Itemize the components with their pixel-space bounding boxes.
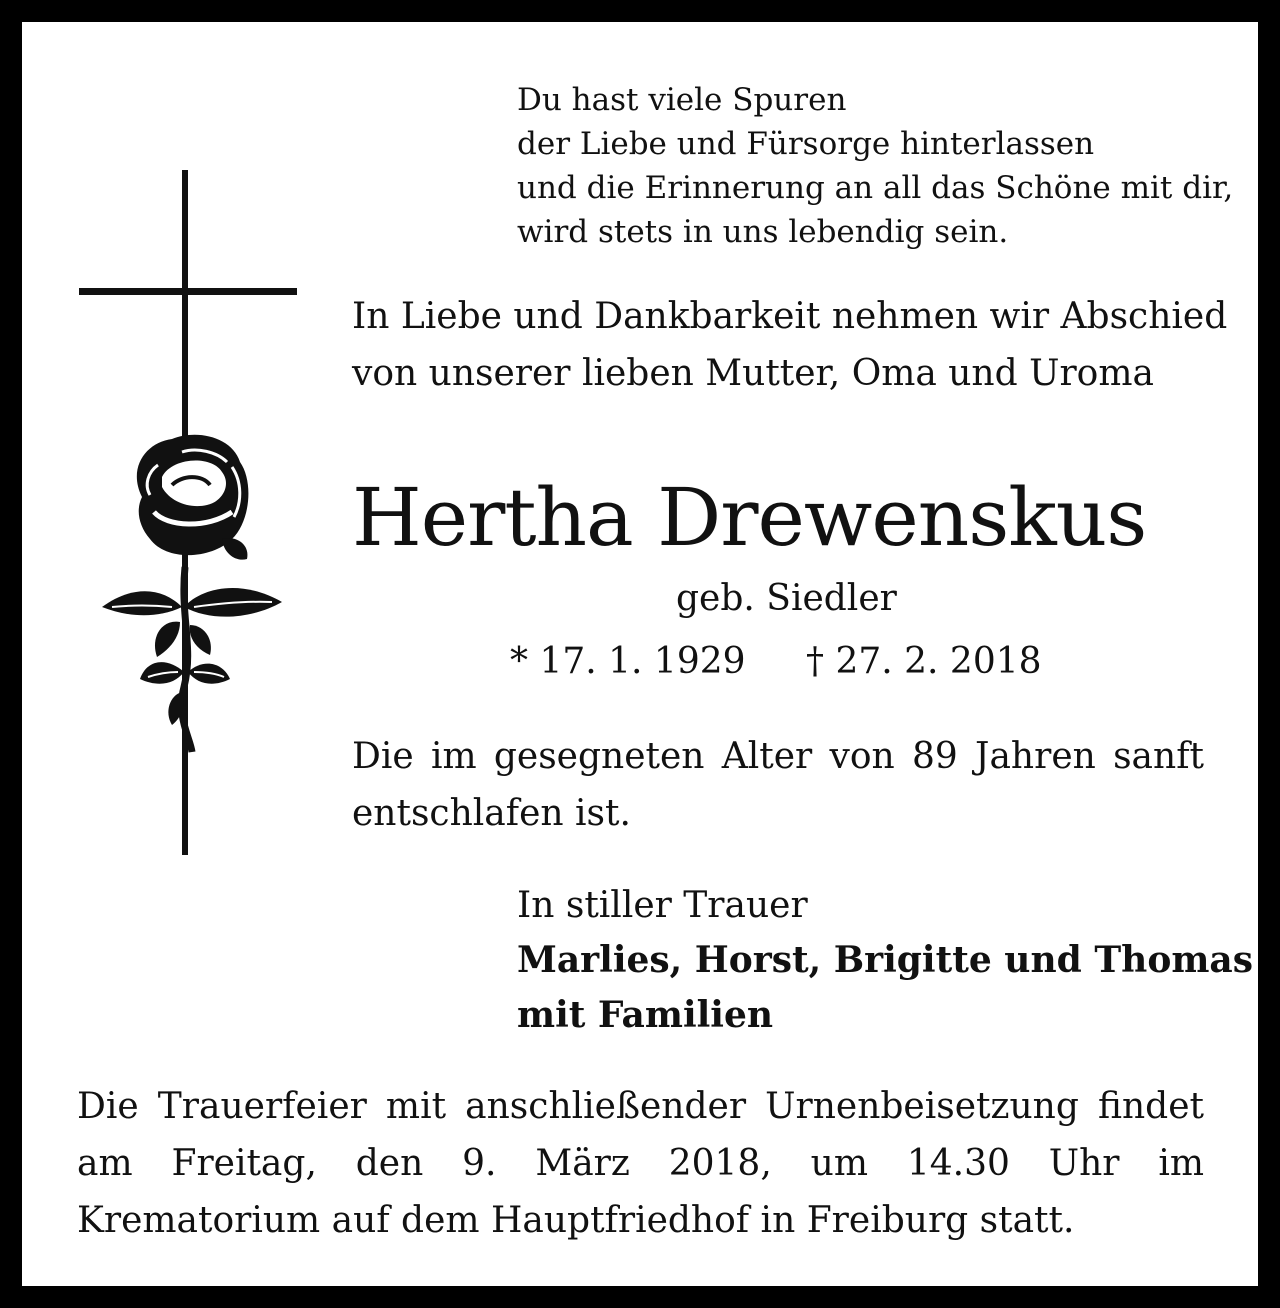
birth-date: * 17. 1. 1929 xyxy=(510,641,746,682)
death-date: † 27. 2. 2018 xyxy=(806,641,1042,682)
verse-line: der Liebe und Fürsorge hinterlassen xyxy=(517,126,1095,162)
verse-line: und die Erinnerung an all das Schöne mit dir, xyxy=(517,170,1234,206)
age-statement: Die im gesegneten Alter von 89 Jahren sanft entschlafen ist. xyxy=(352,736,1204,834)
mourners-names: Marlies, Horst, Brigitte und Thomas xyxy=(517,939,1254,981)
verse-line: wird stets in uns lebendig sein. xyxy=(517,214,1009,250)
verse xyxy=(517,78,1233,254)
intro-line: In Liebe und Dankbarkeit nehmen wir Abschied xyxy=(352,296,1228,337)
obituary-card xyxy=(22,22,1258,1286)
mourners-families: mit Familien xyxy=(517,994,774,1036)
funeral-service-info: Die Trauerfeier mit anschließender Urnenbeisetzung findet am Freitag, den 9. März 2018, um 14.30 Uhr im Krematorium auf dem Hauptfriedhof in Freiburg statt. xyxy=(77,1086,1204,1241)
farewell-intro xyxy=(352,288,1227,402)
mourners xyxy=(517,878,1253,1043)
mourners-intro: In stiller Trauer xyxy=(517,885,808,926)
deceased-name: Hertha Drewenskus xyxy=(352,471,1147,564)
intro-line: von unserer lieben Mutter, Oma und Uroma xyxy=(352,353,1154,394)
verse-line: Du hast viele Spuren xyxy=(517,82,847,118)
cross-with-rose-icon xyxy=(72,167,312,867)
maiden-name: geb. Siedler xyxy=(676,578,897,619)
